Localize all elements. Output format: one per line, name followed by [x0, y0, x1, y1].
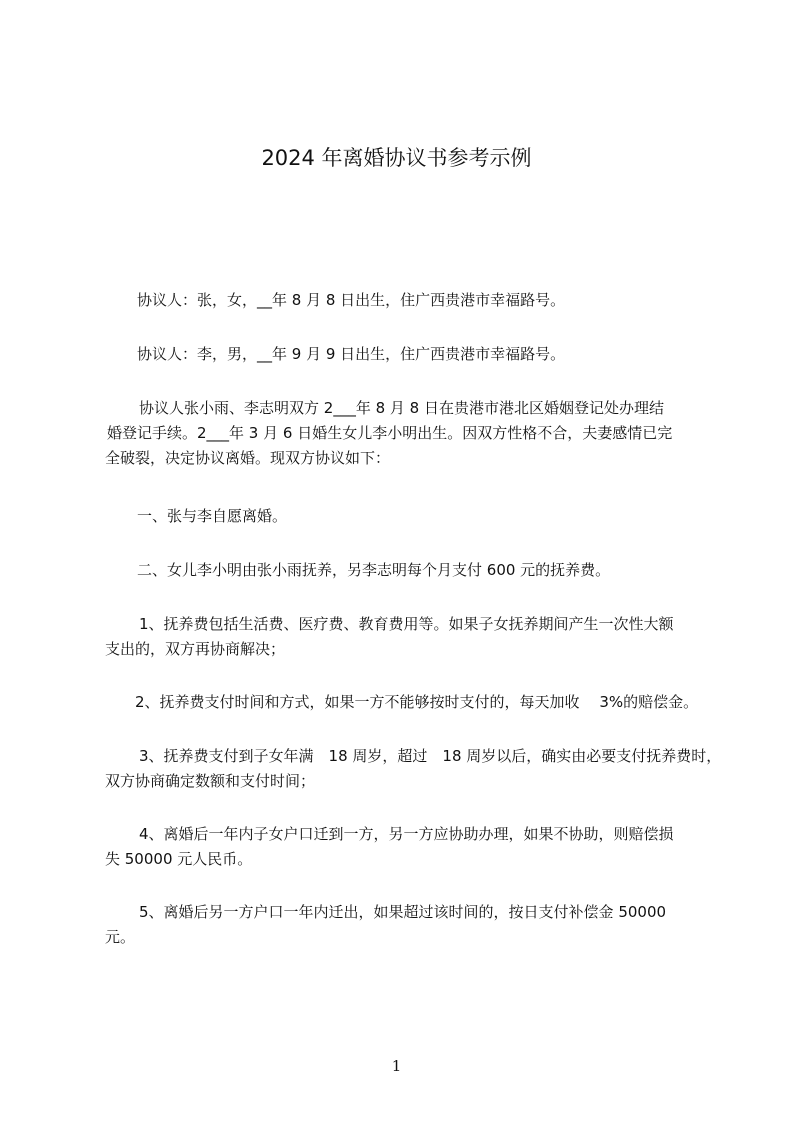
paragraph-line: 1、抚养费包括生活费、医疗费、教育费用等。如果子女抚养期间产生一次性大额 [139, 615, 674, 633]
paragraph-line: 3、抚养费支付到子女年满 18 周岁，超过 18 周岁以后，确实由必要支付抚养费时， [139, 747, 722, 765]
page-number: 1 [391, 1057, 402, 1075]
item-3 [105, 744, 725, 794]
paragraph-line: 失 50000 元人民币。 [105, 850, 253, 868]
item-5 [105, 900, 725, 950]
paragraph-line: 元。 [105, 928, 136, 946]
paragraph-line: 5、离婚后另一方户口一年内迁出，如果超过该时间的，按日支付补偿金 50000 [139, 903, 667, 921]
paragraph-line: 婚登记手续。2___年 3 月 6 日婚生女儿李小明出生。因双方性格不合，夫妻感情已完 [107, 424, 673, 442]
paragraph-party-a [105, 288, 725, 313]
paragraph-line: 协议人：李，男，__年 9 月 9 日出生，住广西贵港市幸福路号。 [137, 345, 566, 363]
paragraph-line: 支出的，双方再协商解决； [105, 640, 286, 658]
item-1 [105, 612, 725, 662]
paragraph-background [105, 396, 725, 471]
paragraph-line: 协议人：张，女，__年 8 月 8 日出生，住广西贵港市幸福路号。 [137, 291, 566, 309]
item-4 [105, 822, 725, 872]
paragraph-line: 一、张与李自愿离婚。 [137, 507, 288, 525]
paragraph-party-b [105, 342, 725, 367]
item-2 [105, 690, 725, 715]
paragraph-line: 4、离婚后一年内子女户口迁到一方，另一方应协助办理，如果不协助，则赔偿损 [139, 825, 674, 843]
document-title: 2024 年离婚协议书参考示例 [261, 146, 532, 170]
paragraph-line: 二、女儿李小明由张小雨抚养，另李志明每个月支付 600 元的抚养费。 [137, 561, 611, 579]
clause-1 [105, 504, 725, 529]
paragraph-line: 协议人张小雨、李志明双方 2___年 8 月 8 日在贵港市港北区婚姻登记处办理结 [139, 399, 664, 417]
paragraph-line: 双方协商确定数额和支付时间； [105, 772, 316, 790]
paragraph-line: 2、抚养费支付时间和方式，如果一方不能够按时支付的，每天加收 3%的赔偿金。 [135, 693, 699, 711]
clause-2 [105, 558, 725, 583]
paragraph-line: 全破裂，决定协议离婚。现双方协议如下： [105, 449, 391, 467]
